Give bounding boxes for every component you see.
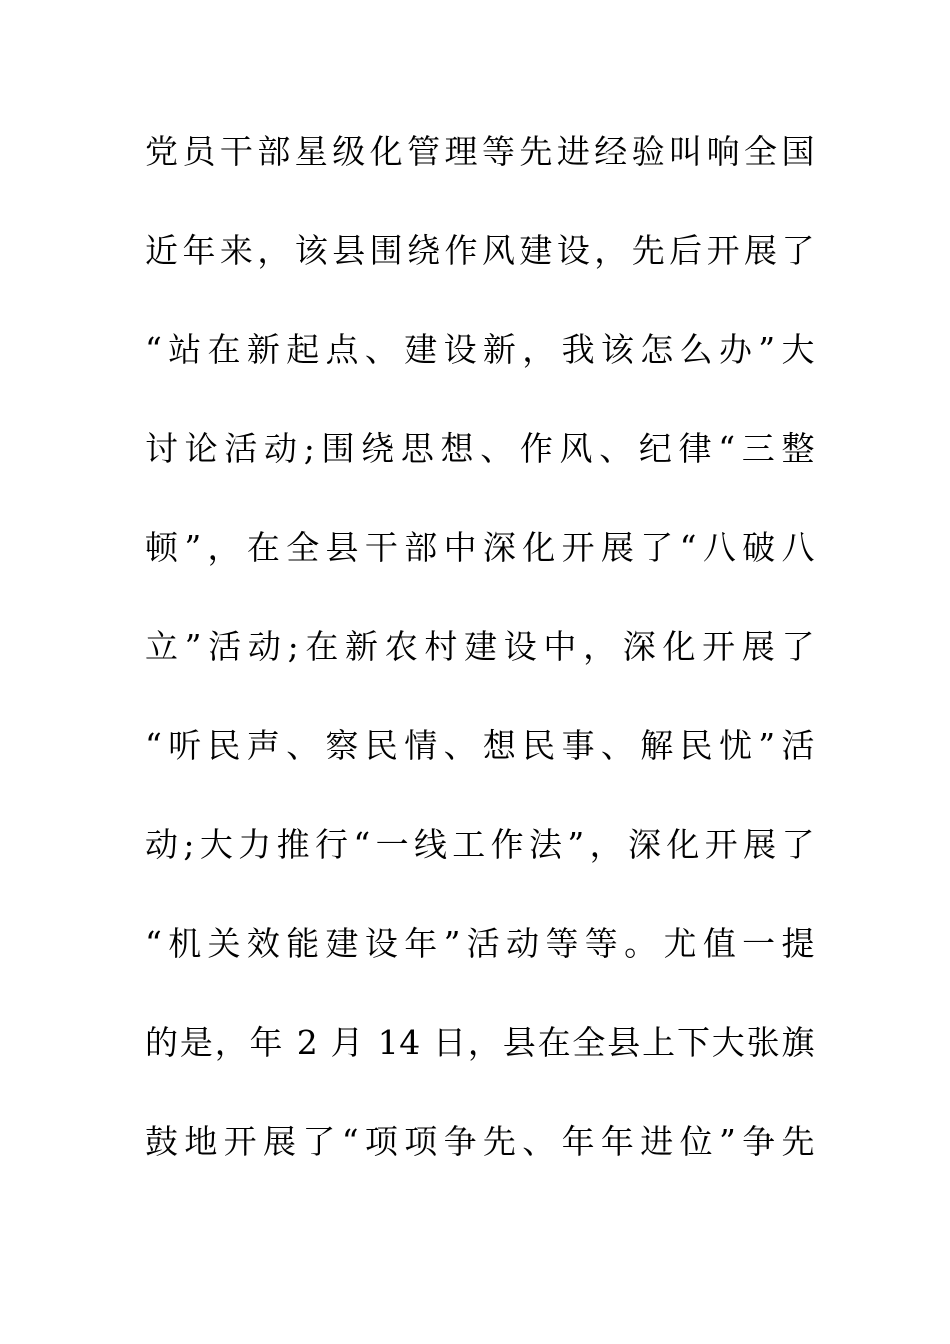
body-text [145,124,815,1213]
text-line: 鼓地开展了“项项争先、年年进位”争先 [145,1122,815,1161]
text-line: 顿”，在全县干部中深化开展了“八破八 [145,528,815,567]
text-line: 动;大力推行“一线工作法”，深化开展了 [145,825,815,864]
text-line: 讨论活动;围绕思想、作风、纪律“三整 [145,429,815,468]
text-line: “机关效能建设年”活动等等。尤值一提 [145,924,815,963]
text-line: 的是，年 2 月 14 日，县在全县上下大张旗 [145,1023,815,1062]
text-line: 近年来，该县围绕作风建设，先后开展了 [145,231,815,270]
text-line: “站在新起点、建设新，我该怎么办”大 [145,330,815,369]
text-line: 立”活动;在新农村建设中，深化开展了 [145,627,815,666]
text-line: “听民声、察民情、想民事、解民忧”活 [145,726,815,765]
text-line: 党员干部星级化管理等先进经验叫响全国 [145,132,815,171]
